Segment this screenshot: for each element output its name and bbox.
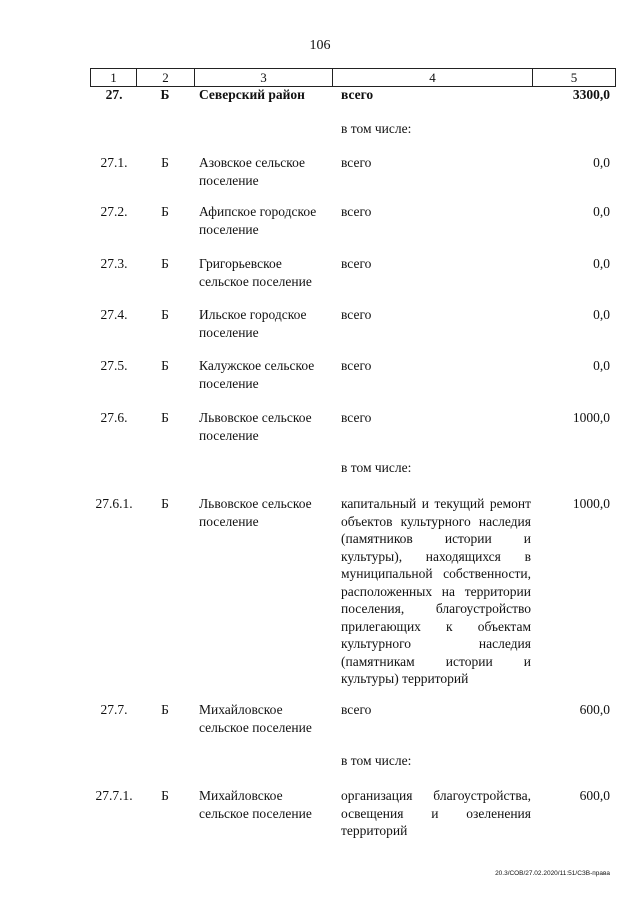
row-number: 27.2. <box>100 204 128 219</box>
row-description: всего <box>341 87 374 102</box>
row-amount: 1000,0 <box>572 410 610 425</box>
row-amount: 3300,0 <box>572 87 610 102</box>
row-name: Калужское сельское поселение <box>199 358 315 391</box>
row-name: Афипское городское поселение <box>199 204 317 237</box>
including-note: в том числе: <box>341 121 412 136</box>
row-name: Михайловское сельское поселение <box>199 788 312 821</box>
row-description: всего <box>341 256 372 271</box>
row-number: 27.5. <box>100 358 128 373</box>
header-col-1: 1 <box>91 69 137 86</box>
header-col-3: 3 <box>195 69 333 86</box>
row-name: Львовское сельское поселение <box>199 496 312 529</box>
row-name: Михайловское сельское поселение <box>199 702 312 735</box>
including-note: в том числе: <box>341 460 412 475</box>
row-category: Б <box>161 256 169 271</box>
row-amount: 0,0 <box>593 204 610 219</box>
row-description: всего <box>341 155 372 170</box>
row-amount: 600,0 <box>579 702 610 717</box>
including-note: в том числе: <box>341 753 412 768</box>
row-description: всего <box>341 307 372 322</box>
row-number: 27.7. <box>100 702 128 717</box>
row-description: капитальный и текущий ремонт объектов культурного наследия (памятников истории и культуры), находящихся в муниципальной собственности, расположенных на территории поселения, благоустройство прилегающих к объектам культурного наследия (памятникам истории и культуры) территорий <box>341 496 531 686</box>
row-description: всего <box>341 410 372 425</box>
row-amount: 0,0 <box>593 155 610 170</box>
row-amount: 0,0 <box>593 256 610 271</box>
row-name: Львовское сельское поселение <box>199 410 312 443</box>
row-category: Б <box>161 155 169 170</box>
header-col-5: 5 <box>570 70 578 85</box>
row-number: 27.6.1. <box>95 496 133 511</box>
row-category: Б <box>161 358 169 373</box>
row-name: Григорьевское сельское поселение <box>199 256 312 289</box>
row-amount: 0,0 <box>593 307 610 322</box>
row-number: 27.6. <box>100 410 128 425</box>
header-col-4: 4 <box>333 69 533 86</box>
row-description: всего <box>341 358 372 373</box>
row-number: 27.3. <box>100 256 128 271</box>
row-name: Северский район <box>199 87 305 102</box>
row-number: 27.7.1. <box>95 788 133 803</box>
row-name: Ильское городское поселение <box>199 307 307 340</box>
row-number: 27.1. <box>100 155 128 170</box>
row-category: Б <box>161 410 169 425</box>
row-amount: 1000,0 <box>572 496 610 511</box>
row-name: Азовское сельское поселение <box>199 155 306 188</box>
page-number: 106 <box>309 38 331 53</box>
row-description: всего <box>341 204 372 219</box>
row-amount: 0,0 <box>593 358 610 373</box>
row-category: Б <box>161 496 169 511</box>
table-header <box>90 68 616 87</box>
row-category: Б <box>161 307 169 322</box>
row-description: всего <box>341 702 372 717</box>
row-category: Б <box>161 204 169 219</box>
row-number: 27.4. <box>100 307 128 322</box>
row-category: Б <box>161 702 169 717</box>
row-number: 27. <box>105 87 123 102</box>
header-col-2: 2 <box>137 69 195 86</box>
row-category: Б <box>160 87 170 102</box>
row-description: организация благоустройства, освещения и озеленения территорий <box>341 788 531 838</box>
document-code: 20.3/СОВ/27.02.2020/11:51/СЗВ-права <box>495 870 610 877</box>
row-amount: 600,0 <box>579 788 610 803</box>
row-category: Б <box>161 788 169 803</box>
